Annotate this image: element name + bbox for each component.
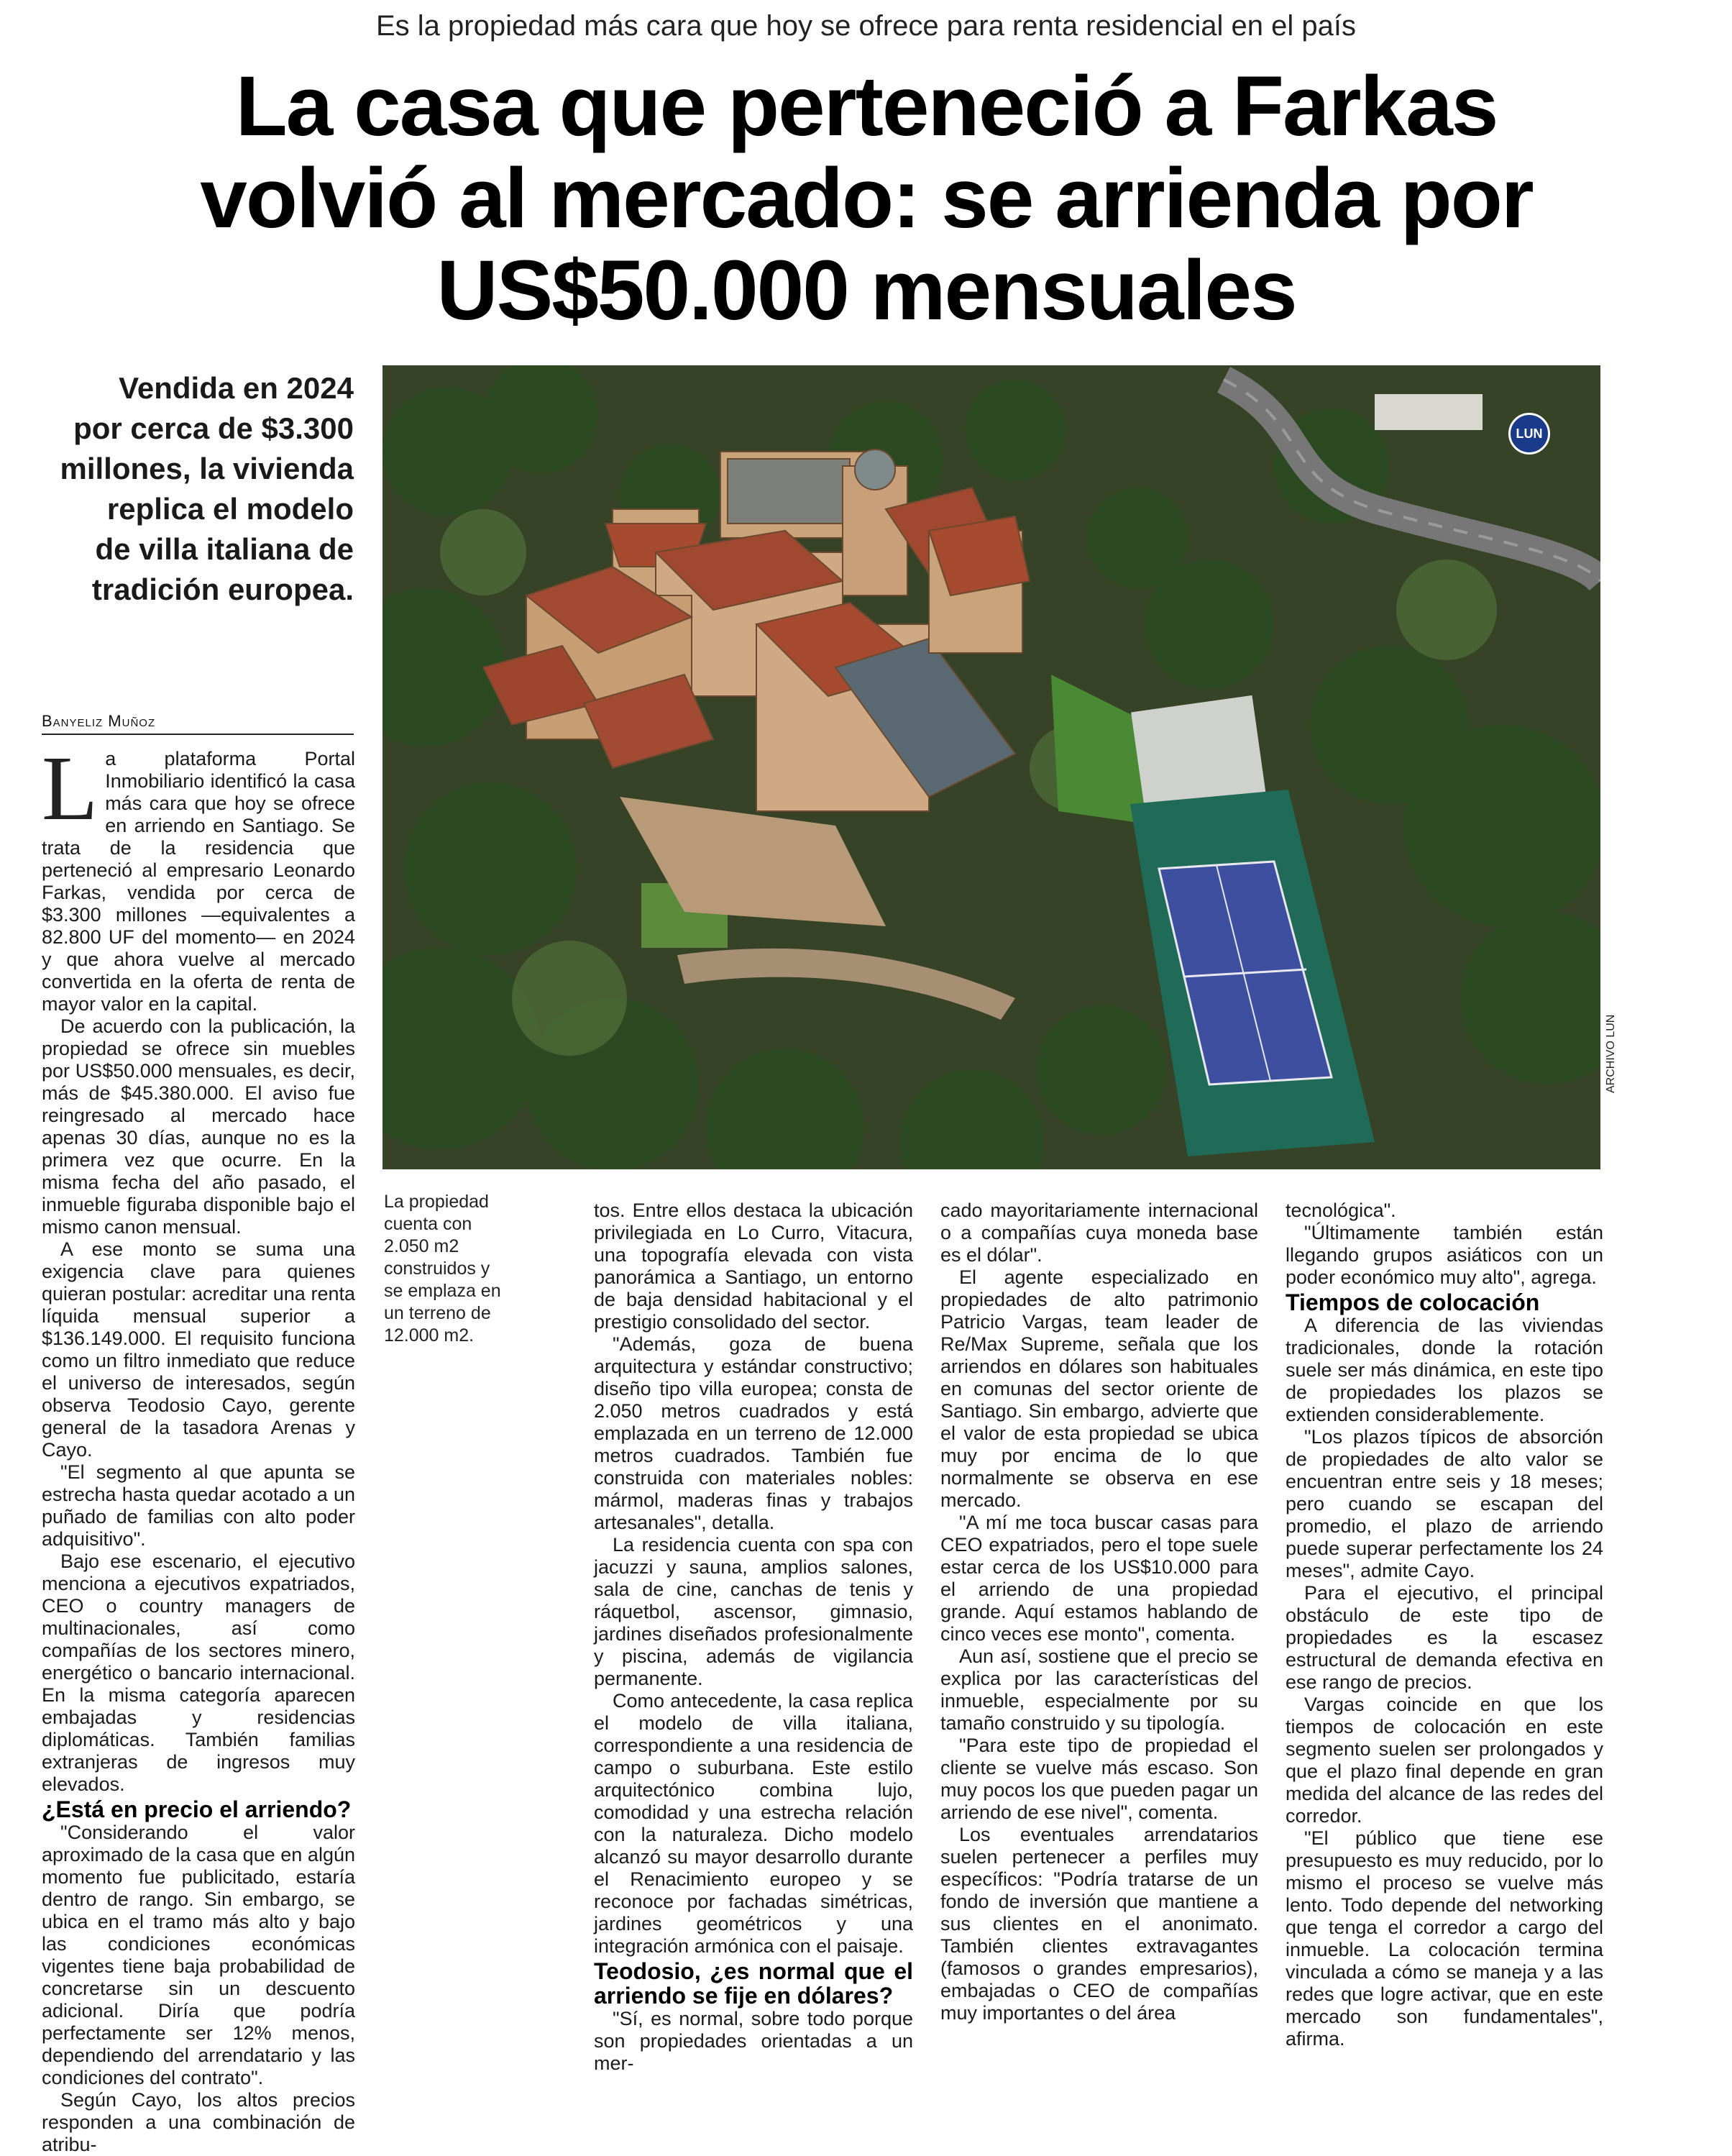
paragraph: "Considerando el valor aproximado de la casa que en algún momento fue publicitado, estaría dentro de rango. Sin embargo, se ubica en el tramo más alto y bajo las condiciones económicas vigentes tiene baja probabilidad de concretarse sin un descuento adicional. Diría que podría perfectamente ser 12% menos, dependiendo del arrendatario y las condiciones del contrato". <box>42 1822 355 2088</box>
paragraph: A ese monto se suma una exigencia clave para quienes quieran postular: acreditar una renta líquida mensual superior a $136.149.000. El requisito funciona como un filtro inmediato que reduce el universo de interesados, según observa Teodosio Cayo, gerente general de la tasadora Arenas y Cayo. <box>42 1238 355 1461</box>
deck-line: de villa italiana de <box>95 532 354 566</box>
deck-line: replica el modelo <box>106 492 354 526</box>
paragraph: "Los plazos típicos de absorción de propiedades de alto valor se encuentran entre seis y 18 meses; pero cuando se escapan del promedio, el plazo de arriendo puede superar perfectamente los 24 meses", admite Cayo. <box>1286 1426 1603 1581</box>
article-column-3 <box>940 1200 1258 2024</box>
photo-caption: La propiedad cuenta con 2.050 m2 construidos y se emplaza en un terreno de 12.000 m2. <box>384 1192 501 1346</box>
deck-line: millones, la vivienda <box>60 452 354 485</box>
paragraph: a plataforma Portal Inmobiliario identificó la casa más cara que hoy se ofrece en arriendo en Santiago. Se trata de la residencia que perteneció al empresario Leonardo Farkas, vendida por cerca de $3.300 millones —equivalentes a 82.800 UF del momento— en 2024 y que ahora vuelve al mercado convertida en la oferta de renta de mayor valor en la capital. <box>42 748 355 1015</box>
paragraph: Aun así, sostiene que el precio se explica por las características del inmueble, especialmente por su tamaño construido y su tipología. <box>940 1645 1258 1734</box>
paragraph: Vargas coincide en que los tiempos de colocación en este segmento suelen ser prolongados y que el plazo final depende en gran medida del alcance de las redes del corredor. <box>1286 1694 1603 1827</box>
paragraph: De acuerdo con la publicación, la propiedad se ofrece sin muebles por US$50.000 mensuales, es decir, más de $45.380.000. El aviso fue reingresado al mercado hace apenas 30 días, aunque no es la primera vez que ocurre. En la misma fecha del año pasado, el inmueble figuraba disponible bajo el mismo canon mensual. <box>42 1015 355 1238</box>
paragraph: "Últimamente también están llegando grupos asiáticos con un poder económico muy alto", agrega. <box>1286 1222 1603 1288</box>
photo-credit: ARCHIVO LUN <box>1605 1014 1617 1093</box>
paragraph: Los eventuales arrendatarios suelen pertenecer a perfiles muy específicos: "Podría tratarse de un fondo de inversión que mantiene a sus clientes en el anonimato. También clientes extravagantes (famosos o grandes empresarios), embajadas o CEO de compañías muy importantes o del área <box>940 1824 1258 2024</box>
headline-line: La casa que perteneció a Farkas <box>235 59 1498 154</box>
deck-line: Vendida en 2024 <box>119 371 354 405</box>
paragraph: A diferencia de las viviendas tradicionales, donde la rotación suele ser más dinámica, en este tipo de propiedades los plazos se extienden considerablemente. <box>1286 1315 1603 1425</box>
headline-line: volvió al mercado: se arrienda por <box>200 151 1533 246</box>
paragraph: Como antecedente, la casa replica el modelo de villa italiana, correspondiente a una residencia de campo o suburbana. Este estilo arquitectónico combina lujo, comodidad y una estrecha relación con la naturaleza. Dicho modelo alcanzó su mayor desarrollo durante el Renacimiento europeo y se reconoce por fachadas simétricas, jardines geométricos y una integración armónica con el paisaje. <box>594 1690 913 1957</box>
paragraph: tecnológica". <box>1286 1200 1396 1221</box>
deck <box>43 368 354 610</box>
aerial-photo <box>382 365 1600 1169</box>
lun-logo-badge: LUN <box>1508 413 1550 455</box>
paragraph: "El público que tiene ese presupuesto es muy reducido, por lo mismo el proceso se vuelve más lento. Todo depende del networking que tenga el corredor a cargo del inmueble. La colocación termina vinculada a cómo se maneja y a las redes que logre activar, que en este mercado son fundamentales", afirma. <box>1286 1827 1603 2050</box>
paragraph: Para el ejecutivo, el principal obstáculo de este tipo de propiedades es la escasez estructural de demanda efectiva en ese rango de precios. <box>1286 1582 1603 1693</box>
article-column-1 <box>42 737 355 2156</box>
paragraph: Según Cayo, los altos precios responden a una combinación de atribu- <box>42 2089 355 2155</box>
headline-line: US$50.000 mensuales <box>436 243 1296 338</box>
byline: Banyeliz Muñoz <box>42 712 354 735</box>
article-column-2 <box>594 1200 913 2075</box>
deck-line: tradición europea. <box>91 572 354 606</box>
paragraph: El agente especializado en propiedades de alto patrimonio Patricio Vargas, team leader de Re/Max Supreme, señala que los arriendos en dólares son habituales en comunas del sector oriente de Santiago. Sin embargo, advierte que el valor de esta propiedad se ubica muy por encima de lo que normalmente se observa en ese mercado. <box>940 1266 1258 1511</box>
article-column-4 <box>1286 1200 1603 2050</box>
paragraph: "Para este tipo de propiedad el cliente se vuelve más escaso. Son muy pocos los que pueden pagar un arriendo de ese nivel", comenta. <box>940 1735 1258 1823</box>
kicker: Es la propiedad más cara que hoy se ofrece para renta residencial en el país <box>375 10 1357 42</box>
paragraph: cado mayoritariamente internacional o a compañías cuya moneda base es el dólar". <box>940 1200 1258 1266</box>
paragraph: "Sí, es normal, sobre todo porque son propiedades orientadas a un mer- <box>594 2008 913 2074</box>
paragraph: La residencia cuenta con spa con jacuzzi y sauna, amplios salones, sala de cine, canchas de tenis y ráquetbol, ascensor, gimnasio, jardines diseñados profesionalmente y piscina, además de vigilancia permanente. <box>594 1534 913 1689</box>
paragraph: "A mí me toca buscar casas para CEO expatriados, pero el tope suele estar cerca de los US$10.000 para el arriendo de una propiedad grande. Aquí estamos hablando de cinco veces ese monto", comenta. <box>940 1512 1258 1645</box>
paragraph: tos. Entre ellos destaca la ubicación privilegiada en Lo Curro, Vitacura, una topografía elevada con vista panorámica a Santiago, un entorno de baja densidad habitacional y el prestigio consolidado del sector. <box>594 1200 913 1333</box>
deck-line: por cerca de $3.300 <box>73 411 354 445</box>
section-heading: ¿Está en precio el arriendo? <box>42 1796 352 1822</box>
section-heading: Teodosio, ¿es normal que el arriendo se fije en dólares? <box>594 1958 913 2009</box>
drop-cap: L <box>42 737 98 839</box>
section-heading: Tiempos de colocación <box>1286 1289 1540 1315</box>
paragraph: "Además, goza de buena arquitectura y estándar constructivo; diseño tipo villa europea; consta de 2.050 metros cuadrados y está emplazada en un terreno de 12.000 metros cuadrados. También fue construida con materiales nobles: mármol, maderas finas y trabajos artesanales", detalla. <box>594 1333 913 1533</box>
paragraph: "El segmento al que apunta se estrecha hasta quedar acotado a un puñado de familias con alto poder adquisitivo". <box>42 1461 355 1550</box>
aerial-illustration <box>382 365 1600 1169</box>
headline <box>108 60 1625 337</box>
paragraph: Bajo ese escenario, el ejecutivo menciona a ejecutivos expatriados, CEO o country managers de multinacionales, así como compañías de los sectores minero, energético o bancario internacional. En la misma categoría aparecen embajadas y residencias diplomáticas. También familias extranjeras de ingresos muy elevados. <box>42 1550 355 1795</box>
